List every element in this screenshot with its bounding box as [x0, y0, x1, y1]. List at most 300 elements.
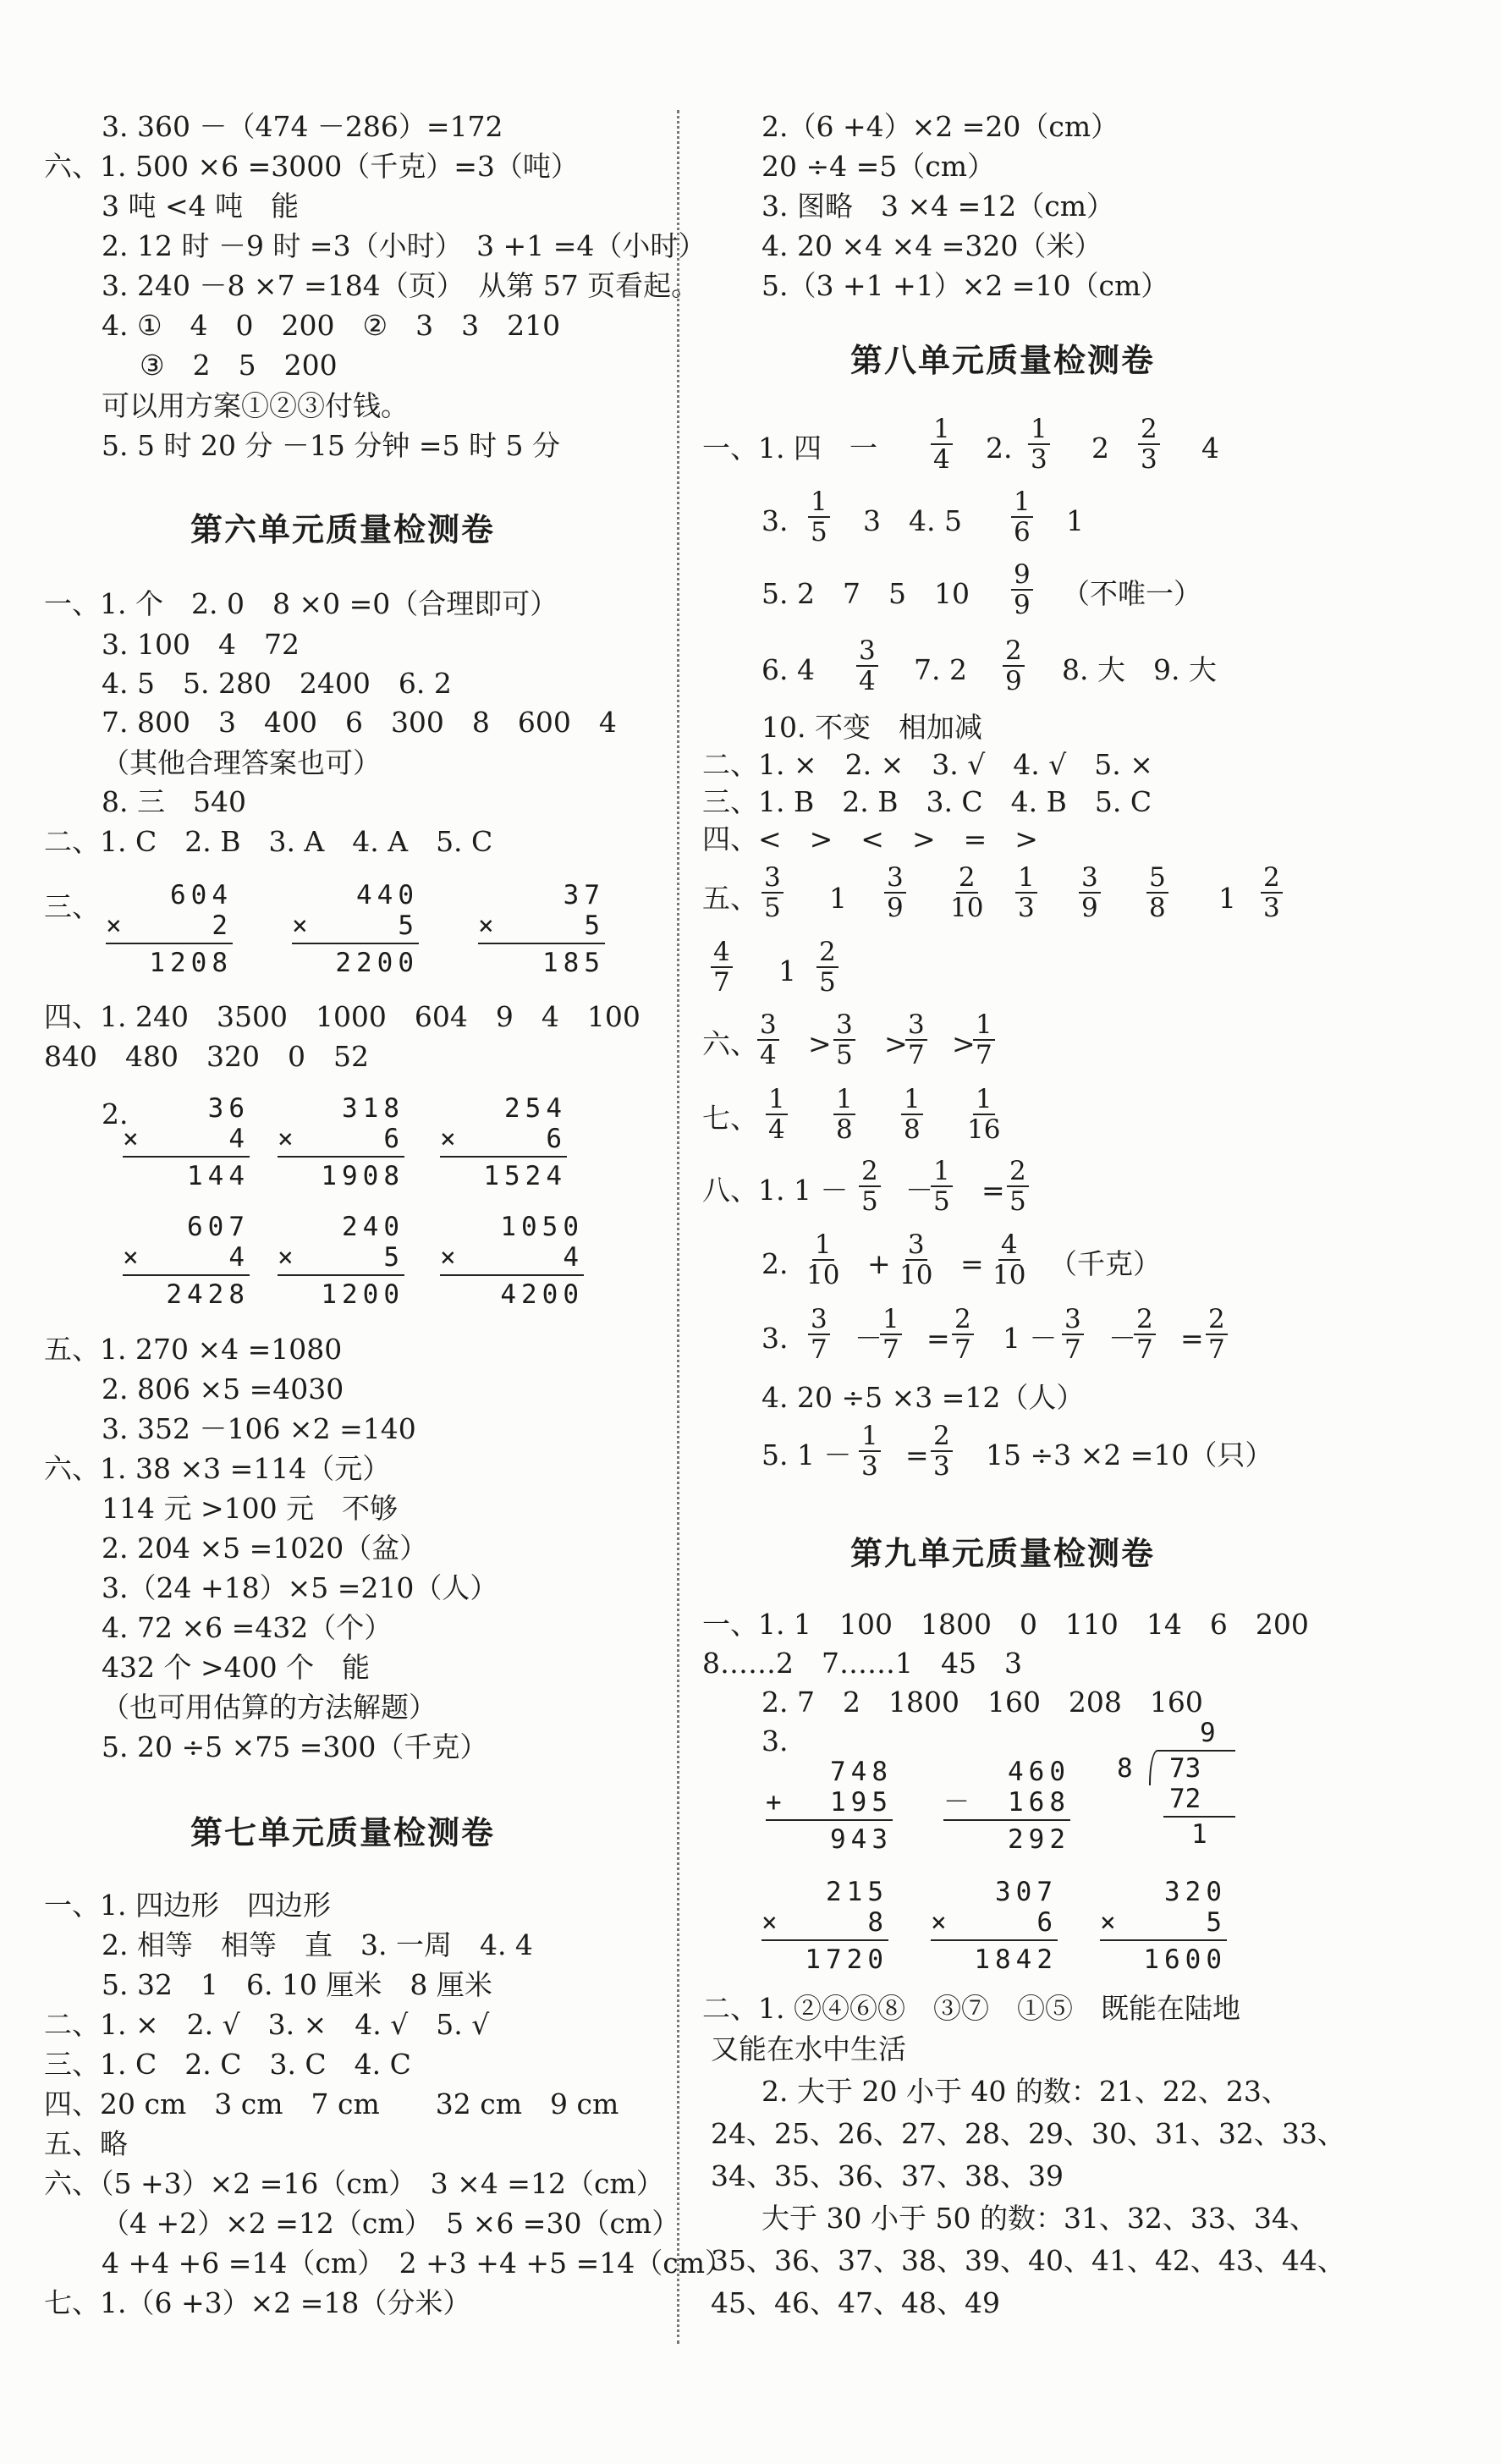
operator: × [761, 1907, 778, 1938]
denominator: 7 [908, 1040, 925, 1070]
answer-line: 二、1. ②④⑥⑧ ③⑦ ①⑤ 既能在陆地 [702, 1992, 1240, 2025]
answer-line: 15 ÷3 ×2 =10（只） [986, 1438, 1273, 1471]
fraction [1011, 487, 1033, 547]
answer-line: 5. 20 ÷5 ×75 =300（千克） [102, 1730, 488, 1763]
denominator: 4 [933, 444, 950, 475]
result-line [123, 1156, 250, 1158]
fraction [965, 1085, 1003, 1144]
symbol: = [1180, 1322, 1204, 1355]
result: 4200 [500, 1279, 584, 1310]
answer-line: 2. [761, 1247, 789, 1280]
operand-bottom-value: 4 [228, 1242, 250, 1273]
answer-line: 3. 图略 3 ×4 =12（cm） [761, 190, 1115, 223]
denominator: 3 [861, 1451, 878, 1482]
denominator: 7 [882, 1334, 899, 1365]
operator: × [106, 910, 122, 941]
numerator: 1 [931, 415, 953, 445]
denominator: 4 [859, 666, 876, 696]
numerator: 1 [1028, 415, 1050, 445]
numerator: 3 [808, 1305, 830, 1335]
numerator: 1 [880, 1305, 902, 1335]
calc-604x2 [106, 880, 233, 978]
operand-bottom-value: 168 [1008, 1787, 1070, 1818]
result: 943 [830, 1824, 893, 1855]
fraction [833, 1085, 855, 1144]
fraction [1138, 415, 1160, 474]
dividend: 73 [1169, 1753, 1201, 1784]
fraction [1261, 863, 1283, 922]
answer-line: 八、1. 1 － [702, 1174, 849, 1207]
fraction [856, 636, 878, 696]
result-line [931, 1939, 1058, 1941]
symbol: － [855, 1322, 882, 1355]
fraction [808, 487, 830, 547]
denominator: 4 [768, 1114, 785, 1145]
operand-top: 307 [995, 1877, 1058, 1907]
denominator: 10 [950, 893, 984, 923]
result: 1720 [805, 1944, 888, 1975]
operand-bottom-value: 5 [1206, 1907, 1227, 1938]
answer-line: 4 +4 +6 =14（cm） 2 +3 +4 +5 =14（cm） [102, 2247, 733, 2280]
result-line [761, 1939, 888, 1941]
operator: × [440, 1124, 456, 1154]
operator: × [292, 910, 308, 941]
symbol: = [981, 1174, 1005, 1207]
calc-215x8 [761, 1877, 888, 1975]
denominator: 9 [887, 893, 904, 923]
calc-240x5 [278, 1212, 404, 1310]
answer-line: （其他合理答案也可） [102, 746, 381, 779]
operand-bottom-value: 4 [228, 1124, 250, 1154]
calc-440x5 [292, 880, 419, 978]
fraction [859, 1157, 881, 1216]
fraction [766, 1085, 788, 1144]
symbol: － [1108, 1322, 1136, 1355]
calc-318x6 [278, 1093, 404, 1191]
answer-line: 10. 不变 相加减 [761, 711, 982, 744]
answer-line: 2. 12 时 －9 时 =3（小时） 3 +1 =4（小时） [102, 229, 707, 262]
numerator: 2 [931, 1422, 953, 1452]
operand-bottom [123, 1124, 250, 1154]
fraction [973, 1010, 995, 1070]
answer-line: 二、1. C 2. B 3. A 4. A 5. C [44, 825, 493, 858]
result-line [440, 1156, 567, 1158]
operand-top: 254 [504, 1093, 567, 1124]
numerator: 1 [812, 1230, 834, 1261]
answer-line: 2. 相等 相等 直 3. 一周 4. 4 [102, 1928, 533, 1961]
result: 144 [187, 1161, 250, 1191]
numerator: 5 [1146, 863, 1168, 894]
answer-line: 24、25、26、27、28、29、30、31、32、33、 [711, 2117, 1345, 2150]
answer-line: 3 吨 <4 吨 能 [102, 190, 300, 223]
denominator: 8 [1149, 893, 1166, 923]
operand-bottom-value: 5 [584, 910, 605, 941]
answer-line: 3. 240 －8 ×7 =184（页） 从第 57 页看起。 [102, 269, 700, 302]
operand-bottom-value: 8 [867, 1907, 888, 1938]
numerator: 1 [1011, 487, 1033, 518]
denominator: 8 [836, 1114, 853, 1145]
fraction [990, 1230, 1028, 1290]
fraction [952, 1305, 974, 1364]
operand-top: 318 [342, 1093, 404, 1124]
operand-top: 440 [356, 880, 419, 910]
fraction [901, 1085, 923, 1144]
answer-line: 一、1. 个 2. 0 8 ×0 =0（合理即可） [44, 587, 558, 620]
answer-line: 七、1.（6 +3）×2 =18（分米） [44, 2286, 471, 2319]
denominator: 3 [1141, 444, 1157, 475]
answer-line: 432 个 >400 个 能 [102, 1651, 371, 1684]
denominator: 5 [933, 1186, 950, 1217]
calc-607x4 [123, 1212, 250, 1310]
numerator: 3 [905, 1230, 927, 1261]
denominator: 10 [992, 1260, 1026, 1290]
answer-line: 一、1. 四边形 四边形 [44, 1889, 331, 1922]
denominator: 9 [1005, 666, 1022, 696]
left-column [0, 0, 733, 2464]
result: 1200 [321, 1279, 404, 1310]
unit-7-heading: 第七单元质量检测卷 [190, 1814, 496, 1851]
symbol: + [867, 1247, 891, 1280]
operand-top: 320 [1164, 1877, 1227, 1907]
answer-line: 45、46、47、48、49 [711, 2286, 1000, 2319]
answer-line: 2. 806 ×5 =4030 [102, 1372, 344, 1405]
operand-bottom [766, 1787, 893, 1818]
answer-line: 4 [1201, 432, 1219, 465]
operator: × [278, 1242, 294, 1273]
numerator: 3 [757, 1010, 779, 1041]
result-line [1100, 1939, 1227, 1941]
fraction [816, 938, 838, 997]
operand-bottom [123, 1242, 250, 1273]
operand-bottom-value: 6 [383, 1124, 404, 1154]
operand-top: 36 [207, 1093, 250, 1124]
result: 1842 [974, 1944, 1058, 1975]
calc-37x5 [478, 880, 605, 978]
denominator: 5 [764, 893, 781, 923]
numerator: 1 [808, 487, 830, 518]
operator: × [123, 1124, 139, 1154]
operator: × [440, 1242, 456, 1273]
operand-bottom-value: 6 [1036, 1907, 1058, 1938]
operand-bottom-value: 5 [398, 910, 419, 941]
fraction [1146, 863, 1168, 922]
numerator: 2 [1007, 1157, 1029, 1187]
symbol: 1 [829, 882, 847, 915]
operand-bottom [931, 1907, 1058, 1938]
answer-line: 二、1. × 2. √ 3. × 4. √ 5. √ [44, 2008, 490, 2041]
symbol: － [905, 1174, 933, 1207]
operand-bottom-value: 195 [830, 1787, 893, 1818]
right-column [677, 0, 1501, 2464]
answer-line: 3. 100 4 72 [102, 628, 300, 661]
answer-line: 五、略 [44, 2127, 128, 2160]
answer-line: 6. 4 [761, 653, 815, 686]
divisor: 8 [1117, 1753, 1133, 1784]
numerator: 2 [1206, 1305, 1228, 1335]
numerator: 1 [833, 1085, 855, 1115]
answer-line: 3. [761, 1724, 789, 1757]
symbol: = [960, 1247, 984, 1280]
fraction [1079, 863, 1101, 922]
answer-line: 六、（5 +3）×2 =16（cm） 3 ×4 =12（cm） [44, 2167, 664, 2200]
denominator: 3 [933, 1451, 950, 1482]
fraction [1011, 560, 1033, 619]
calc-307x6 [931, 1877, 1058, 1975]
operand-bottom-value: 5 [383, 1242, 404, 1273]
answer-line: 2 [1091, 432, 1109, 465]
division-bracket [1149, 1750, 1235, 1785]
fraction [808, 1305, 830, 1364]
fraction [905, 1010, 927, 1070]
numerator: 3 [1062, 1305, 1084, 1335]
answer-line: 三、1. B 2. B 3. C 4. B 5. C [702, 785, 1152, 818]
answer-line: 5. 2 7 5 10 [761, 577, 970, 610]
operand-bottom [440, 1124, 567, 1154]
operand-top: 607 [187, 1212, 250, 1242]
operand-top: 460 [1008, 1757, 1070, 1787]
answer-line: 5. 5 时 20 分 －15 分钟 =5 时 5 分 [102, 429, 561, 462]
denominator: 9 [1081, 893, 1098, 923]
answer-line: 大于 30 小于 50 的数：31、32、33、34、 [761, 2202, 1317, 2235]
answer-line: 又能在水中生活 [711, 2032, 906, 2065]
denominator: 5 [836, 1040, 853, 1070]
fraction [897, 1230, 935, 1290]
numerator: 1 [973, 1085, 995, 1115]
answer-line: 5. 1 － [761, 1438, 852, 1471]
answer-line: 2.（6 +4）×2 =20（cm） [761, 110, 1119, 143]
answer-line: 8……2 7……1 45 3 [702, 1647, 1022, 1680]
answer-line: 4. 5 5. 280 2400 6. 2 [102, 667, 452, 700]
answer-line: 2. [986, 432, 1013, 465]
operand-bottom-value: 6 [546, 1124, 567, 1154]
denominator: 4 [760, 1040, 777, 1070]
calc-748+195 [766, 1757, 893, 1855]
operand-bottom [1100, 1907, 1227, 1938]
result: 185 [542, 948, 605, 978]
answer-line: 六、1. 38 ×3 =114（元） [44, 1452, 391, 1485]
answer-line: （4 +2）×2 =12（cm） 5 ×6 =30（cm） [102, 2207, 680, 2240]
denominator: 8 [904, 1114, 921, 1145]
operator: + [766, 1787, 782, 1818]
denominator: 7 [1208, 1334, 1225, 1365]
numerator: 3 [884, 863, 906, 894]
denominator: 5 [861, 1186, 878, 1217]
unit-8-heading: 第八单元质量检测卷 [850, 342, 1156, 379]
result: 1908 [321, 1161, 404, 1191]
denominator: 16 [967, 1114, 1001, 1145]
operand-bottom [278, 1124, 404, 1154]
section-label: 六、 [702, 1027, 758, 1060]
operand-top: 215 [826, 1877, 888, 1907]
answer-line: 34、35、36、37、38、39 [711, 2159, 1064, 2192]
denominator: 7 [1136, 1334, 1153, 1365]
answer-line: 3. 352 －106 ×2 =140 [102, 1412, 416, 1445]
subtrahend: 72 [1169, 1784, 1201, 1814]
operand-top: 1050 [500, 1212, 584, 1242]
unit-9-heading: 第九单元质量检测卷 [850, 1535, 1156, 1572]
denominator: 7 [976, 1040, 992, 1070]
answer-line: 4. 72 ×6 =432（个） [102, 1611, 393, 1644]
quotient: 9 [1200, 1718, 1216, 1748]
answer-line: 2. 大于 20 小于 40 的数：21、22、23、 [761, 2075, 1289, 2108]
answer-line: 7. 800 3 400 6 300 8 600 4 [102, 706, 617, 739]
operand-bottom-value: 2 [212, 910, 233, 941]
numerator: 2 [1134, 1305, 1156, 1335]
numerator: 1 [1015, 863, 1037, 894]
answer-line: 5. 32 1 6. 10 厘米 8 厘米 [102, 1968, 492, 2001]
denominator: 5 [811, 517, 827, 547]
operand-top: 37 [563, 880, 605, 910]
answer-line: 五、1. 270 ×4 =1080 [44, 1333, 343, 1366]
symbol: = [905, 1438, 929, 1471]
calc-460-168 [943, 1757, 1070, 1855]
fraction [761, 863, 783, 922]
operand-bottom-value: 4 [563, 1242, 584, 1273]
operator: － [943, 1787, 970, 1818]
answer-line: 840 480 320 0 52 [44, 1040, 369, 1073]
result-line [106, 943, 233, 944]
fraction [859, 1422, 881, 1481]
answer-line: （也可用估算的方法解题） [102, 1691, 437, 1724]
denominator: 7 [954, 1334, 971, 1365]
denominator: 3 [1031, 444, 1047, 475]
numerator: 4 [711, 938, 733, 968]
denominator: 3 [1018, 893, 1035, 923]
fraction [1007, 1157, 1029, 1216]
operand-bottom [278, 1242, 404, 1273]
result-line [440, 1274, 584, 1276]
fraction [1062, 1305, 1084, 1364]
numerator: 2 [952, 1305, 974, 1335]
numerator: 2 [1261, 863, 1283, 894]
answer-line: 114 元 >100 元 不够 [102, 1492, 399, 1525]
operand-top: 748 [830, 1757, 893, 1787]
answer-line: 3. 360 －（474 －286）=172 [102, 110, 503, 143]
operand-bottom [761, 1907, 888, 1938]
result-line [292, 943, 419, 944]
answer-line: （千克） [1049, 1247, 1161, 1280]
answer-line: 4. ① 4 0 200 ② 3 3 210 [102, 309, 561, 342]
numerator: 1 [973, 1010, 995, 1041]
answer-line: 20 ÷4 =5（cm） [761, 150, 996, 183]
answer-line: 3. [761, 504, 789, 537]
operand-top: 604 [170, 880, 233, 910]
fraction [884, 863, 906, 922]
answer-line: 三、1. C 2. C 3. C 4. C [44, 2048, 411, 2081]
fraction [1028, 415, 1050, 474]
denominator: 5 [1009, 1186, 1026, 1217]
answer-line: 3 4. 5 [863, 504, 962, 537]
denominator: 9 [1014, 590, 1031, 620]
answer-line: 4. 20 ÷5 ×3 =12（人） [761, 1381, 1085, 1414]
operand-bottom [943, 1787, 1070, 1818]
operand-bottom [106, 910, 233, 941]
section-label: 三、 [44, 890, 100, 923]
remainder: 1 [1191, 1819, 1207, 1850]
denominator: 6 [1014, 517, 1031, 547]
numerator: 3 [833, 1010, 855, 1041]
symbol: > [884, 1027, 908, 1060]
symbol: 1 [1218, 882, 1236, 915]
answer-line: 四、< > < > = > [702, 822, 1038, 855]
long-division-73-by-8 [1117, 1718, 1235, 1850]
answer-line: （不唯一） [1062, 577, 1201, 610]
result: 1208 [149, 948, 233, 978]
result: 1600 [1143, 1944, 1227, 1975]
result-line [766, 1819, 893, 1821]
symbol: 1 [778, 954, 796, 987]
denominator: 10 [899, 1260, 933, 1290]
numerator: 1 [859, 1422, 881, 1452]
numerator: 2 [956, 863, 978, 894]
numerator: 2 [859, 1157, 881, 1187]
sub-label: 2. [102, 1097, 129, 1130]
answer-line: 3.（24 +18）×5 =210（人） [102, 1571, 498, 1604]
answer-line: 四、1. 240 3500 1000 604 9 4 100 [44, 1000, 641, 1033]
numerator: 3 [856, 636, 878, 667]
denominator: 7 [811, 1334, 827, 1365]
operand-top: 240 [342, 1212, 404, 1242]
answer-line: 可以用方案①②③付钱。 [102, 389, 409, 422]
result: 2428 [166, 1279, 250, 1310]
answer-line: 一、1. 四 一 [702, 432, 877, 465]
numerator: 4 [998, 1230, 1020, 1261]
answer-line: 四、20 cm 3 cm 7 cm 32 cm 9 cm [44, 2087, 619, 2120]
answer-line: 8. 三 540 [102, 785, 246, 818]
answer-line: 2. 7 2 1800 160 208 160 [761, 1686, 1203, 1719]
operand-bottom [440, 1242, 584, 1273]
result-line [943, 1819, 1070, 1821]
fraction [1003, 636, 1025, 696]
symbol: = [926, 1322, 950, 1355]
result: 2200 [335, 948, 419, 978]
numerator: 2 [1003, 636, 1025, 667]
section-label: 五、 [702, 882, 758, 915]
fraction [833, 1010, 855, 1070]
answer-line: 8. 大 9. 大 [1062, 653, 1217, 686]
operator: × [278, 1124, 294, 1154]
fraction [880, 1305, 902, 1364]
fraction [931, 1422, 953, 1481]
numerator: 1 [901, 1085, 923, 1115]
symbol: > [808, 1027, 832, 1060]
answer-line: 1 － [1003, 1322, 1058, 1355]
fraction [1015, 863, 1037, 922]
fraction [1134, 1305, 1156, 1364]
answer-line: 1 [1066, 504, 1084, 537]
fraction [1206, 1305, 1228, 1364]
answer-line: 5.（3 +1 +1）×2 =10（cm） [761, 269, 1169, 302]
answer-line: 4. 20 ×4 ×4 =320（米） [761, 229, 1102, 262]
operand-bottom [292, 910, 419, 941]
result-line [478, 943, 605, 944]
denominator: 10 [806, 1260, 840, 1290]
numerator: 3 [1079, 863, 1101, 894]
denominator: 3 [1263, 893, 1280, 923]
result-line [278, 1156, 404, 1158]
fraction [757, 1010, 779, 1070]
numerator: 1 [931, 1157, 953, 1187]
answer-line: 六、1. 500 ×6 =3000（千克）=3（吨） [44, 150, 579, 183]
calc-320x5 [1100, 1877, 1227, 1975]
operator: × [931, 1907, 947, 1938]
result: 292 [1008, 1824, 1070, 1855]
answer-line: 7. 2 [914, 653, 967, 686]
denominator: 5 [819, 967, 836, 998]
symbol: > [952, 1027, 976, 1060]
operator: × [123, 1242, 139, 1273]
result-line [123, 1274, 250, 1276]
